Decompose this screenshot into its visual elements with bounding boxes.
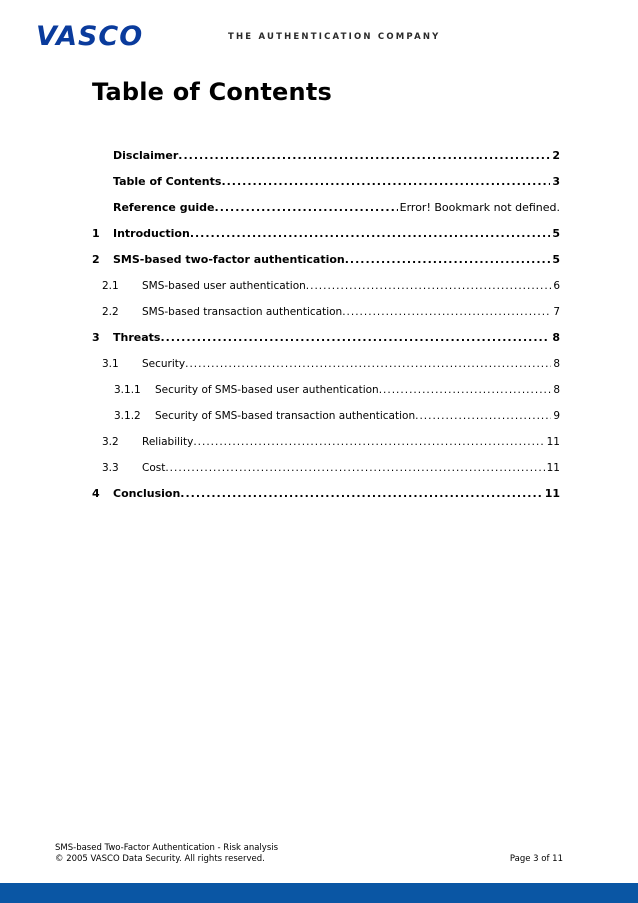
toc-entry[interactable] (92, 475, 560, 501)
toc-entry-leader (160, 331, 550, 345)
toc-entry-number: 3.2 (102, 436, 119, 448)
page-title: Table of Contents (92, 78, 332, 106)
toc-entry[interactable] (92, 215, 560, 241)
toc-entry-number: 3 (92, 331, 100, 344)
toc-entry-label: Disclaimer (113, 149, 179, 162)
toc-entry-label: SMS-based transaction authentication (142, 306, 343, 318)
toc-entry-number: 3.1 (102, 358, 119, 370)
toc-entry[interactable] (92, 371, 560, 397)
toc-entry-label: Security (142, 358, 186, 370)
toc-entry-label: Reliability (142, 436, 194, 448)
toc-entry-leader (180, 487, 542, 501)
toc-entry-leader (193, 435, 544, 449)
toc-entry-label: Introduction (113, 227, 190, 240)
toc-entry-leader (165, 461, 544, 475)
vasco-logo (34, 22, 204, 48)
toc-entry-label: Threats (113, 331, 161, 344)
toc-entry-label: SMS-based two-factor authentication (113, 253, 345, 266)
toc-entry-label: Security of SMS-based user authentication (155, 384, 379, 396)
toc-entry-number: 4 (92, 487, 100, 500)
toc-entry-leader (185, 357, 551, 371)
toc-entry-label: Conclusion (113, 487, 181, 500)
toc-entry-page: 9 (553, 410, 560, 422)
toc-entry-label: Cost (142, 462, 166, 474)
toc-entry-number: 3.1.1 (114, 384, 141, 396)
toc-entry-page: 7 (553, 306, 560, 318)
toc-entry-number: 3.1.2 (114, 410, 141, 422)
toc-entry[interactable] (92, 241, 560, 267)
toc-entry[interactable] (92, 267, 560, 293)
toc-entry-page: 11 (544, 487, 560, 500)
toc-entry[interactable] (92, 319, 560, 345)
toc-entry-number: 3.3 (102, 462, 119, 474)
toc-entry[interactable] (92, 293, 560, 319)
toc-entry-page: 11 (546, 462, 560, 474)
toc-entry[interactable] (92, 137, 560, 163)
table-of-contents (92, 137, 560, 501)
toc-entry-leader (190, 227, 551, 241)
company-tagline: THE AUTHENTICATION COMPANY (228, 31, 441, 42)
toc-entry-page: 5 (552, 227, 560, 240)
toc-entry-leader (306, 279, 552, 293)
toc-entry-page: 8 (553, 358, 560, 370)
toc-entry-leader (415, 409, 551, 423)
toc-entry-page: Error! Bookmark not defined. (399, 201, 560, 214)
footer-page-number: Page 3 of 11 (509, 854, 563, 864)
toc-entry-number: 1 (92, 227, 100, 240)
toc-entry-page: 11 (546, 436, 560, 448)
toc-entry-page: 3 (552, 175, 560, 188)
vasco-logo-text: VASCO (36, 22, 144, 48)
toc-entry-leader (178, 149, 550, 163)
toc-entry-leader (379, 383, 552, 397)
toc-entry-page: 6 (553, 280, 560, 292)
toc-entry-number: 2.1 (102, 280, 119, 292)
toc-entry[interactable] (92, 345, 560, 371)
footer-bar (0, 883, 638, 903)
toc-entry-label: Security of SMS-based transaction authentication (155, 410, 416, 422)
toc-entry-label: SMS-based user authentication (142, 280, 306, 292)
toc-entry-page: 2 (552, 149, 560, 162)
toc-entry-page: 8 (553, 384, 560, 396)
footer-copyright: © 2005 VASCO Data Security. All rights reserved. (55, 854, 265, 864)
toc-entry-page: 8 (552, 331, 560, 344)
toc-entry-leader (221, 175, 550, 189)
toc-entry-page: 5 (552, 253, 560, 266)
toc-entry-leader (345, 253, 551, 267)
toc-entry-leader (215, 201, 398, 215)
toc-entry[interactable] (92, 163, 560, 189)
toc-entry-label: Table of Contents (113, 175, 222, 188)
toc-entry[interactable] (92, 423, 560, 449)
toc-entry-leader (342, 305, 551, 319)
toc-entry[interactable] (92, 189, 560, 215)
toc-entry-number: 2.2 (102, 306, 119, 318)
page-footer (55, 843, 563, 865)
page-header (34, 20, 441, 50)
toc-entry-label: Reference guide (113, 201, 215, 214)
toc-entry[interactable] (92, 397, 560, 423)
toc-entry-number: 2 (92, 253, 100, 266)
footer-document-title: SMS-based Two-Factor Authentication - Risk analysis (55, 843, 279, 853)
toc-entry[interactable] (92, 449, 560, 475)
